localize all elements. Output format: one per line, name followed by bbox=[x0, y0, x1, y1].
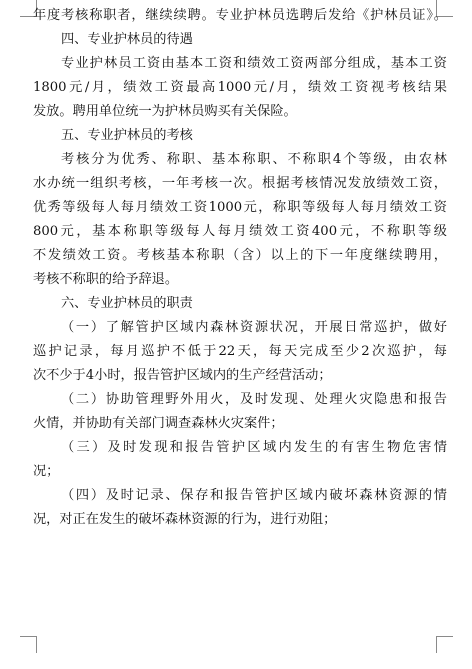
corner-crop-mark bbox=[20, 636, 37, 653]
paragraph-line: （一）了解管护区域内森林资源状况，开展日常巡护，做好 bbox=[61, 320, 447, 335]
paragraph-line: （三）及时发现和报告管护区域内发生的有害生物危害情 bbox=[61, 440, 447, 455]
paragraph-line: 优秀等级每人每月绩效工资1000元，称职等级每人每月绩效工资 bbox=[33, 200, 447, 215]
section-heading: 五、专业护林员的考核 bbox=[61, 128, 193, 143]
paragraph-line: 火情，并协助有关部门调查森林火灾案件； bbox=[33, 416, 284, 431]
paragraph-line: 次不少于4小时，报告管护区域内的生产经营活动； bbox=[33, 368, 332, 383]
paragraph-line: 发放。聘用单位统一为护林员购买有关保险。 bbox=[33, 104, 297, 119]
paragraph-line: 况； bbox=[33, 464, 60, 479]
paragraph-line: （二）协助管理野外用火，及时发现、处理火灾隐患和报告 bbox=[61, 392, 447, 407]
paragraph-line: 水办统一组织考核，一年考核一次。根据考核情况发放绩效工资， bbox=[33, 176, 447, 191]
paragraph-line: 巡护记录，每月巡护不低于22天，每天完成至少2次巡护，每 bbox=[33, 344, 447, 359]
paragraph-line: 800元，基本称职等级每人每月绩效工资400元，不称职等级 bbox=[33, 224, 447, 239]
paragraph-line: 不发绩效工资。考核基本称职（含）以上的下一年度继续聘用， bbox=[33, 248, 447, 263]
paragraph-line: 况，对正在发生的破坏森林资源的行为，进行劝阻； bbox=[33, 512, 337, 527]
section-heading: 四、专业护林员的待遇 bbox=[61, 32, 193, 47]
paragraph-line: 1800元/月，绩效工资最高1000元/月，绩效工资视考核结果 bbox=[33, 80, 447, 95]
paragraph-line: 年度考核称职者，继续续聘。专业护林员选聘后发给《护林员证》。 bbox=[33, 8, 447, 23]
paragraph-line: 考核分为优秀、称职、基本称职、不称职4个等级，由农林 bbox=[61, 152, 447, 167]
paragraph-line: 考核不称职的给予辞退。 bbox=[33, 272, 179, 287]
paragraph-line: （四）及时记录、保存和报告管护区域内破坏森林资源的情 bbox=[61, 488, 447, 503]
paragraph-line: 专业护林员工资由基本工资和绩效工资两部分组成，基本工资 bbox=[61, 56, 447, 71]
section-heading: 六、专业护林员的职责 bbox=[61, 296, 193, 311]
document-body bbox=[33, 4, 447, 532]
corner-crop-mark bbox=[436, 636, 453, 653]
